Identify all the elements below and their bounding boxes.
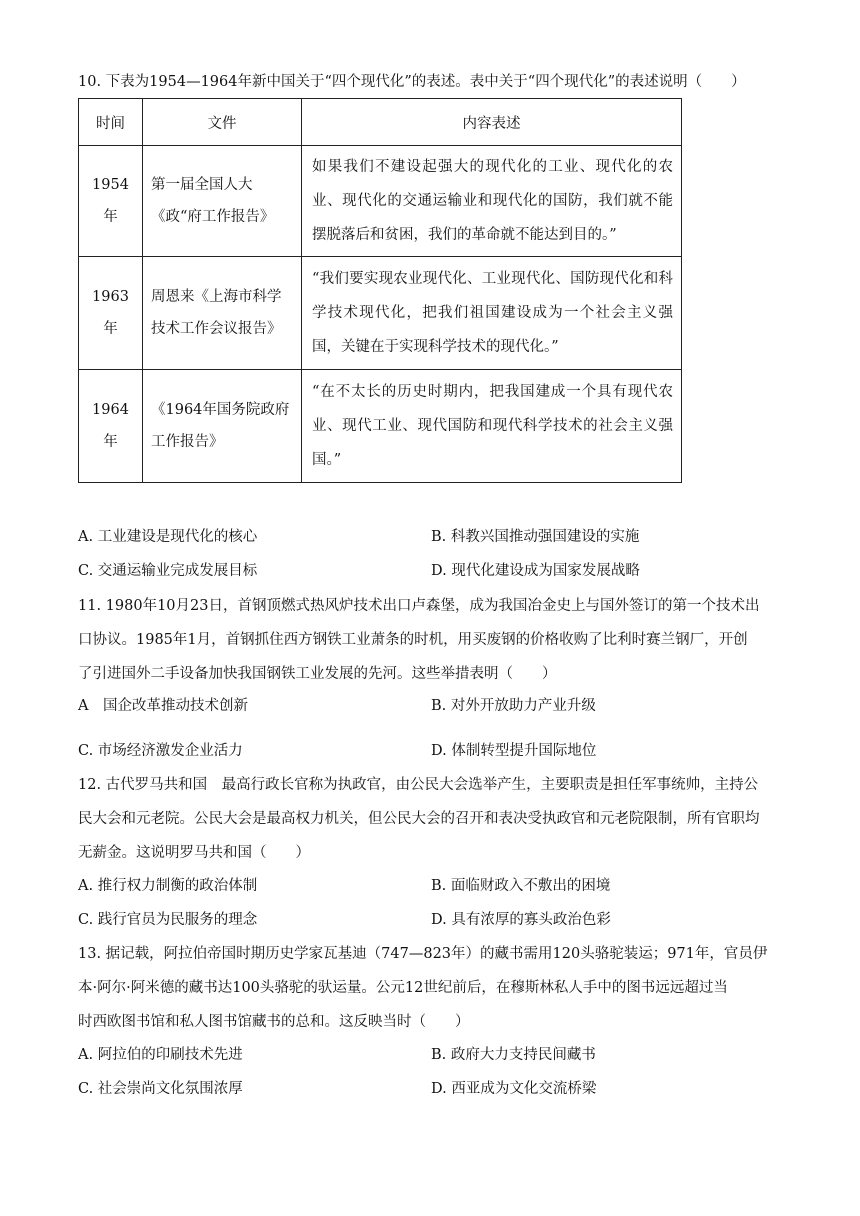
table-row	[79, 257, 682, 370]
header-content: 内容表述	[302, 99, 682, 146]
row-document: 《1964年国务院政府工作报告》	[143, 370, 302, 483]
row-year: 1954	[92, 177, 129, 193]
q13-stem-line2: 本·阿尔·阿米德的藏书达100头骆驼的驮运量。公元12世纪前后，在穆斯林私人手中的图书远远超过当	[78, 980, 728, 996]
row-content: 如果我们不建设起强大的现代化的工业、现代化的农业、现代化的交通运输业和现代化的国防，我们就不能摆脱落后和贫困，我们的革命就不能达到目的。”	[302, 146, 682, 257]
row-content: “我们要实现农业现代化、工业现代化、国防现代化和科学技术现代化，把我们祖国建设成为一个社会主义强国，关键在于实现科学技术的现代化。”	[302, 257, 682, 370]
row-content: “在不太长的历史时期内，把我国建成一个具有现代农业、现代工业、现代国防和现代科学技术的社会主义强国。”	[302, 370, 682, 483]
row-time	[79, 146, 143, 257]
table-row	[79, 146, 682, 257]
header-document: 文件	[143, 99, 302, 146]
q11-option-b[interactable]: B. 对外开放助力产业升级	[431, 698, 596, 714]
q10-stem: 10. 下表为1954—1964年新中国关于“四个现代化”的表述。表中关于“四个现代化”的表述说明（ ）	[78, 74, 746, 90]
q13-option-d[interactable]: D. 西亚成为文化交流桥梁	[431, 1081, 597, 1097]
row-document: 第一届全国人大《政“府工作报告》	[143, 146, 302, 257]
q10-option-d[interactable]: D. 现代化建设成为国家发展战略	[431, 563, 640, 579]
row-year-suffix: 年	[103, 209, 118, 225]
q12-option-b[interactable]: B. 面临财政入不敷出的困境	[431, 878, 611, 894]
row-document: 周恩来《上海市科学技术工作会议报告》	[143, 257, 302, 370]
q11-stem-line2: 口协议。1985年1月，首钢抓住西方钢铁工业萧条的时机，用买废钢的价格收购了比利时赛兰钢厂，开创	[78, 632, 748, 648]
header-time: 时间	[79, 99, 143, 146]
row-time	[79, 370, 143, 483]
q10-option-b[interactable]: B. 科教兴国推动强国建设的实施	[431, 529, 640, 545]
q12-stem-line1: 12. 古代罗马共和国 最高行政长官称为执政官，由公民大会选举产生，主要职责是担任军事统帅，主持公	[78, 777, 759, 793]
row-year-suffix: 年	[103, 321, 118, 337]
q12-option-a[interactable]: A. 推行权力制衡的政治体制	[78, 878, 258, 894]
q11-option-d[interactable]: D. 体制转型提升国际地位	[431, 743, 597, 759]
q12-option-c[interactable]: C. 践行官员为民服务的理念	[78, 912, 258, 928]
q11-option-a[interactable]: A 国企改革推动技术创新	[78, 698, 248, 714]
q13-option-a[interactable]: A. 阿拉伯的印刷技术先进	[78, 1047, 243, 1063]
q10-option-c[interactable]: C. 交通运输业完成发展目标	[78, 563, 258, 579]
row-year: 1964	[92, 402, 129, 418]
q10-table	[78, 98, 682, 483]
q11-option-c[interactable]: C. 市场经济激发企业活力	[78, 743, 243, 759]
q11-stem-line1: 11. 1980年10月23日，首钢顶燃式热风炉技术出口卢森堡，成为我国冶金史上与国外签订的第一个技术出	[78, 598, 760, 614]
q12-stem-line3: 无薪金。这说明罗马共和国（ ）	[78, 845, 310, 861]
row-year: 1963	[92, 289, 129, 305]
row-year-suffix: 年	[103, 434, 118, 450]
q13-stem-line3: 时西欧图书馆和私人图书馆藏书的总和。这反映当时（ ）	[78, 1014, 470, 1030]
q12-option-d[interactable]: D. 具有浓厚的寡头政治色彩	[431, 912, 611, 928]
q10-option-a[interactable]: A. 工业建设是现代化的核心	[78, 529, 258, 545]
table-header-row	[79, 99, 682, 146]
q11-stem-line3: 了引进国外二手设备加快我国钢铁工业发展的先河。这些举措表明（ ）	[78, 666, 557, 682]
table-row	[79, 370, 682, 483]
q12-stem-line2: 民大会和元老院。公民大会是最高权力机关，但公民大会的召开和表决受执政官和元老院限制，所有官职均	[78, 811, 760, 827]
q13-option-c[interactable]: C. 社会崇尚文化氛围浓厚	[78, 1081, 243, 1097]
q13-option-b[interactable]: B. 政府大力支持民间藏书	[431, 1047, 596, 1063]
q13-stem-line1: 13. 据记载，阿拉伯帝国时期历史学家瓦基迪（747—823年）的藏书需用120头骆驼装运；971年，官员伊	[78, 946, 768, 962]
row-time	[79, 257, 143, 370]
